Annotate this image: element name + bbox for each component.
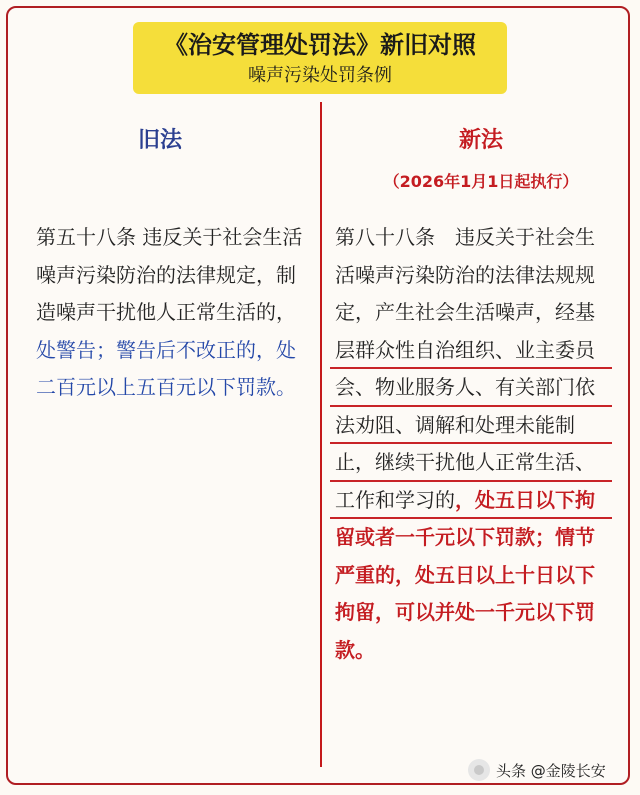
effective-date: （2026年1月1日起执行） [383,172,579,191]
new-law-heading: 新法 [458,128,503,153]
underline-1 [330,367,612,369]
page-title: 《治安管理处罚法》新旧对照 [164,31,476,59]
underline-4 [330,480,612,482]
underline-3 [330,442,612,444]
new-law-text [335,219,611,669]
watermark [468,756,606,784]
new-law-penalty: ，处五日以下拘留或者一千元以下罚款；情节严重的，处五日以上十日以下拘留，可以并处一千元以下罚款。 [335,487,595,662]
underline-2 [330,405,612,407]
watermark-text: 头条 @金陵长安 [496,761,606,780]
old-law-text [36,219,312,407]
page-subtitle: 噪声污染处罚条例 [248,65,392,86]
underline-5 [330,517,612,519]
old-law-heading: 旧法 [137,128,182,153]
column-divider [320,102,322,767]
old-law-text-plain: 第五十八条 违反关于社会生活噪声污染防治的法律规定，制造噪声干扰他人正常生活的， [36,225,303,324]
new-law-text-plain: 第八十八条 违反关于社会生活噪声污染防治的法律法规规定，产生社会生活噪声，经基层群众性自治组织、业主委员会、物业服务人、有关部门依法劝阻、调解和处理未能制止，继续干扰他人正常生活、工作和学习的 [335,225,595,512]
account-avatar-icon [468,759,490,781]
old-law-penalty: 处警告；警告后不改正的，处二百元以上五百元以下罚款。 [36,337,296,399]
title-banner [133,22,507,94]
